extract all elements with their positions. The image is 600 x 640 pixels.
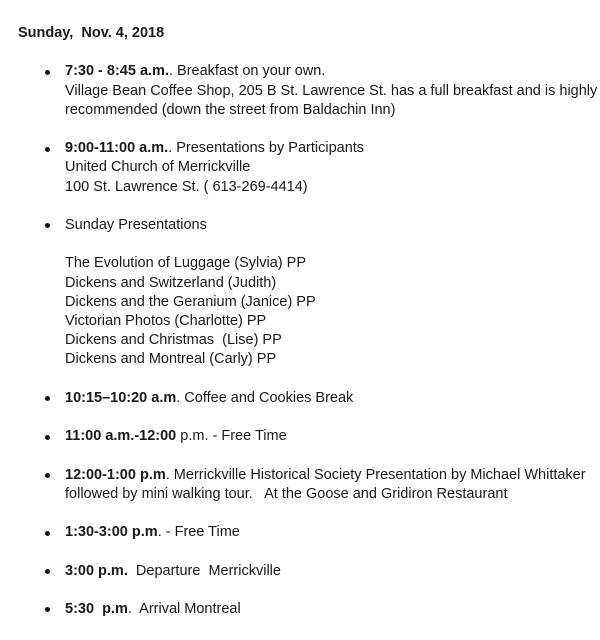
item-text: . Merrickville Historical Society Presentation by Michael Whittaker [165,466,586,483]
item-time: 10:15–10:20 a.m [65,389,177,406]
bullet-icon [45,473,50,478]
presentation-item: Dickens and Switzerland (Judith) [65,274,277,291]
item-main-line [65,466,594,485]
bullet-icon [45,531,50,536]
item-text: Sunday Presentations [65,216,207,233]
schedule-item-free-time-morning [18,427,594,446]
item-text: . Arrival Montreal [127,600,241,617]
schedule-item-coffee-break [18,389,594,408]
schedule-item-breakfast [18,62,598,120]
schedule-item-departure [18,562,594,581]
presentation-item: Dickens and Christmas (Lise) PP [65,332,282,349]
item-detail-line: Village Bean Coffee Shop, 205 B St. Lawrence St. has a full breakfast and is highly [65,82,598,99]
item-text: . - Free Time [157,524,240,541]
presentation-list [18,254,594,369]
schedule-item-sunday-presentations [18,216,594,235]
bullet-icon [45,223,50,228]
item-main-line [65,427,594,446]
item-time: 1:30-3:00 p.m [65,524,158,541]
item-detail-line: 100 St. Lawrence St. ( 613-269-4414) [65,178,308,195]
item-detail-line: United Church of Merrickville [65,159,251,176]
schedule-item-historical-society [18,466,594,504]
bullet-icon [45,147,50,152]
schedule-item-free-time-afternoon [18,523,594,542]
item-time: 3:00 p.m. [65,562,128,579]
item-time: 12:00-1:00 p.m [65,466,166,483]
item-main-line [65,600,594,619]
item-text: . Coffee and Cookies Break [176,389,354,406]
date-heading: Sunday, Nov. 4, 2018 [18,25,165,41]
schedule-item-presentations [18,139,594,197]
presentation-item: Victorian Photos (Charlotte) PP [65,312,267,329]
item-main-line [65,523,594,542]
item-main-line [65,389,594,408]
item-text: p.m. - Free Time [176,428,287,445]
item-detail-line: followed by mini walking tour. At the Goose and Gridiron Restaurant [65,485,508,502]
item-text: . Breakfast on your own. [168,63,326,80]
item-main-line [65,562,594,581]
item-time: 7:30 - 8:45 a.m. [65,63,169,80]
item-time: 9:00-11:00 a.m. [65,140,169,157]
item-time: 5:30 p.m [65,600,128,617]
bullet-icon [45,70,50,75]
item-time: 11:00 a.m.-12:00 [65,428,177,445]
schedule-item-arrival [18,600,594,619]
item-main-line [65,62,594,81]
presentation-item: Dickens and the Geranium (Janice) PP [65,293,316,310]
bullet-icon [45,396,50,401]
item-main-line [65,139,594,158]
bullet-icon [45,607,50,612]
item-detail-line: recommended (down the street from Baldachin Inn) [65,101,396,118]
bullet-icon [45,435,50,440]
presentation-item: Dickens and Montreal (Carly) PP [65,351,277,368]
item-text: Departure Merrickville [127,562,281,579]
item-text: . Presentations by Participants [168,140,365,157]
item-main-line [65,216,594,235]
bullet-icon [45,569,50,574]
presentation-item: The Evolution of Luggage (Sylvia) PP [65,255,306,272]
